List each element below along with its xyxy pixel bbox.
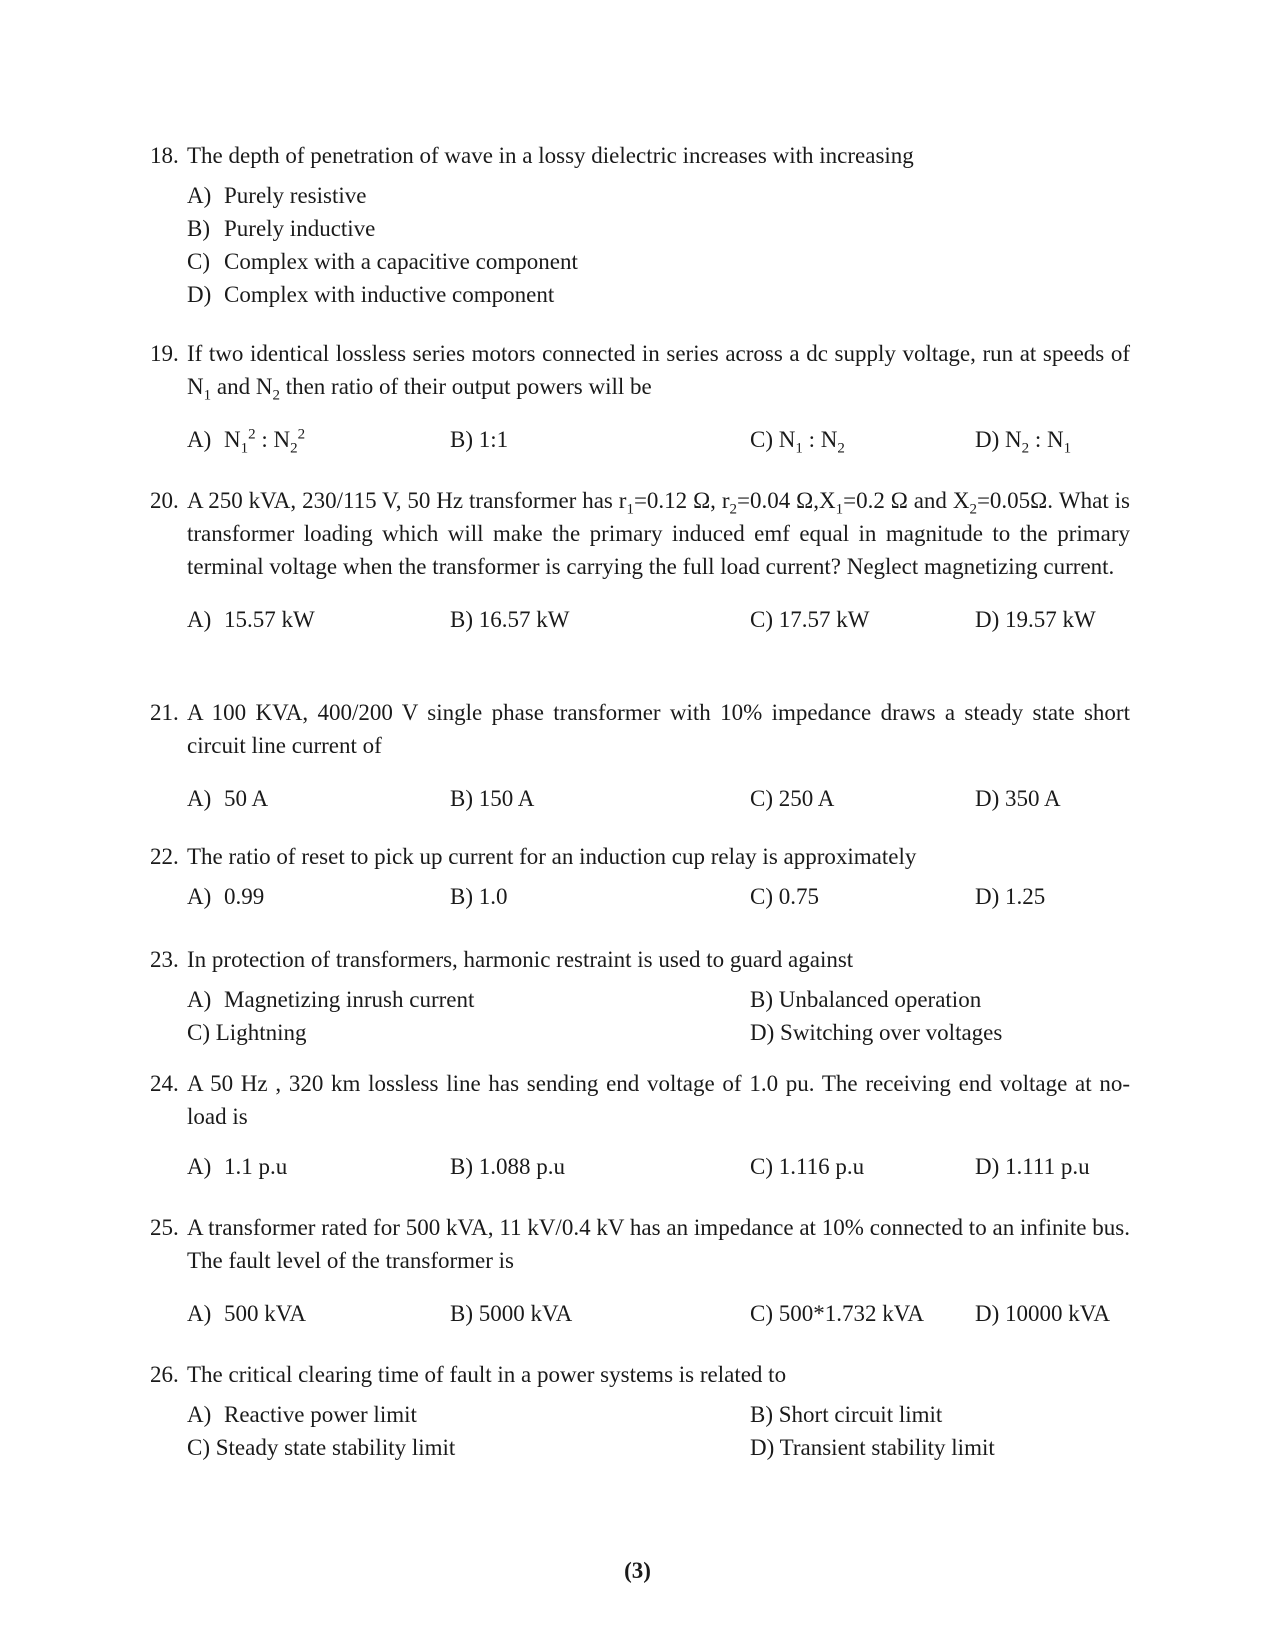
option-b: B) 1.0 xyxy=(450,884,508,909)
option-d: D) 19.57 kW xyxy=(975,607,1096,632)
options-row xyxy=(187,880,1130,913)
question-number: 26. xyxy=(150,1362,179,1387)
question-number: 19. xyxy=(150,341,179,366)
options-row xyxy=(187,603,1130,636)
option-a: A) Reactive power limit xyxy=(187,1402,417,1427)
option-d: D) $N_2$ : $N_1$ xyxy=(975,427,1072,457)
option-d: D) 350 A xyxy=(975,786,1061,811)
question-text: A 100 KVA, 400/200 V single phase transformer with 10% impedance draws a steady state short circuit line current of xyxy=(187,700,1130,758)
option-a: A) Purely resistive xyxy=(187,183,367,208)
options-row xyxy=(187,983,1130,1016)
question-number: 24. xyxy=(150,1071,179,1096)
option-c: C) 500*1.732 kVA xyxy=(750,1301,925,1326)
option-d: D) 1.111 p.u xyxy=(975,1154,1090,1179)
question-text: A 50 Hz , 320 km lossless line has sending end voltage of 1.0 pu. The receiving end voltage at no-load is xyxy=(187,1071,1130,1129)
options-row xyxy=(187,423,1130,456)
question-24 xyxy=(150,1067,1130,1183)
option-c: C) Steady state stability limit xyxy=(187,1435,456,1460)
option-d: D) 10000 kVA xyxy=(975,1301,1111,1326)
question-18 xyxy=(150,139,1130,311)
option-a: A) 1.1 p.u xyxy=(187,1154,288,1179)
option-c: C) 250 A xyxy=(750,786,835,811)
question-number: 23. xyxy=(150,947,179,972)
question-text: The depth of penetration of wave in a lossy dielectric increases with increasing xyxy=(187,143,914,168)
question-text: A transformer rated for 500 kVA, 11 kV/0.4 kV has an impedance at 10% connected to an infinite bus. The fault level of the transformer is xyxy=(187,1215,1130,1273)
option-a: A) 15.57 kW xyxy=(187,607,315,632)
question-20 xyxy=(150,484,1130,636)
option-c: C) Complex with a capacitive component xyxy=(187,249,578,274)
option-d: D) Complex with inductive component xyxy=(187,282,555,307)
options-row xyxy=(187,1016,1130,1049)
option-a: A) 500 kVA xyxy=(187,1301,307,1326)
options-row xyxy=(187,1150,1130,1183)
option-c: C) Lightning xyxy=(187,1020,307,1045)
option-c: C) 1.116 p.u xyxy=(750,1154,865,1179)
question-text: The critical clearing time of fault in a power systems is related to xyxy=(187,1362,787,1387)
question-text: If two identical lossless series motors connected in series across a dc supply voltage, run at speeds of $N_1$ and $N_2$ then ratio of their output powers will be xyxy=(187,341,1130,404)
option-b: B) Unbalanced operation xyxy=(750,987,982,1012)
question-23 xyxy=(150,943,1130,1049)
question-22 xyxy=(150,840,1130,913)
options-row xyxy=(187,1297,1130,1330)
option-b: B) 1:1 xyxy=(450,427,509,452)
question-text: The ratio of reset to pick up current for an induction cup relay is approximately xyxy=(187,844,917,869)
option-b: B) 5000 kVA xyxy=(450,1301,573,1326)
question-number: 22. xyxy=(150,844,179,869)
option-b: B) Short circuit limit xyxy=(750,1402,943,1427)
option-b: B) 1.088 p.u xyxy=(450,1154,565,1179)
question-number: 25. xyxy=(150,1215,179,1240)
question-text: A 250 kVA, 230/115 V, 50 Hz transformer has $r_1=0.12$ Ω, $r_2=0.04$ $\Omega,X_1=0.2$ Ω and $X_2=0.05\Omega$. What is transformer loading which will make the primary induced emf equal in magnitude to the primary terminal voltage when the transformer is carrying the full load current? Neglect magnetizing current. xyxy=(187,488,1130,579)
option-d: D) 1.25 xyxy=(975,884,1046,909)
options-row xyxy=(187,782,1130,815)
option-d: D) Transient stability limit xyxy=(750,1435,995,1460)
option-a: A) Magnetizing inrush current xyxy=(187,987,475,1012)
question-26 xyxy=(150,1358,1130,1464)
options-row xyxy=(187,1398,1130,1431)
option-d: D) Switching over voltages xyxy=(750,1020,1003,1045)
page-number: (3) xyxy=(624,1558,651,1583)
option-c: C) $N_1$ : $N_2$ xyxy=(750,427,845,457)
question-21 xyxy=(150,696,1130,815)
question-number: 20. xyxy=(150,488,179,513)
question-19 xyxy=(150,337,1130,456)
option-a: A) $N_1^2$ : $N_2^2$ xyxy=(187,426,306,457)
options-list xyxy=(187,179,1130,311)
option-b: B) Purely inductive xyxy=(187,216,376,241)
option-b: B) 150 A xyxy=(450,786,535,811)
question-number: 18. xyxy=(150,143,179,168)
option-c: C) 0.75 xyxy=(750,884,819,909)
option-a: A) 50 A xyxy=(187,786,269,811)
option-b: B) 16.57 kW xyxy=(450,607,570,632)
options-row xyxy=(187,1431,1130,1464)
option-a: A) 0.99 xyxy=(187,884,265,909)
question-text: In protection of transformers, harmonic restraint is used to guard against xyxy=(187,947,854,972)
question-number: 21. xyxy=(150,700,179,725)
question-25 xyxy=(150,1211,1130,1330)
option-c: C) 17.57 kW xyxy=(750,607,870,632)
